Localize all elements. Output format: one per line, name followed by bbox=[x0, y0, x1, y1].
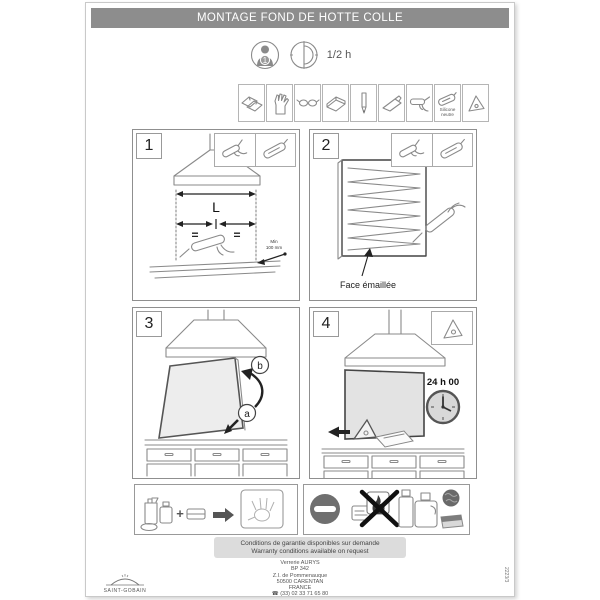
caulking-gun-icon bbox=[406, 84, 433, 122]
step-3-panel bbox=[132, 307, 300, 479]
flammable-product-crossed-icon bbox=[362, 492, 397, 525]
plus-sign: + bbox=[176, 506, 184, 521]
kitchen-cabinets-drawing bbox=[324, 456, 464, 478]
step-2-panel bbox=[309, 129, 477, 301]
step-4-tools bbox=[431, 311, 473, 345]
wiping-cloth-icon bbox=[241, 490, 283, 528]
saint-gobain-logo bbox=[94, 573, 156, 594]
address-line: Z.I. de Pommenauque bbox=[272, 572, 328, 579]
corner-smoother-mini-icon bbox=[432, 312, 472, 344]
step-1-tools bbox=[214, 133, 296, 167]
address-line: FRANCE bbox=[288, 585, 312, 592]
warranty-fr: Conditions de garantie disponibles sur demande bbox=[240, 539, 380, 547]
protective-glove-icon bbox=[266, 84, 293, 122]
scouring-sponge-icon bbox=[441, 515, 463, 528]
cleaning-products-drawing bbox=[135, 485, 295, 533]
phone-icon: ☎ bbox=[271, 591, 279, 598]
one-person-icon bbox=[249, 39, 281, 71]
caulking-gun-drawing bbox=[413, 203, 465, 242]
equal-mark-right: = bbox=[233, 228, 241, 242]
safety-glasses-icon bbox=[294, 84, 321, 122]
step-4-panel bbox=[309, 307, 477, 479]
step-2-tools bbox=[391, 133, 473, 167]
marker-a: a bbox=[244, 408, 250, 420]
no-entry-icon bbox=[310, 494, 340, 524]
silicone-label: Silicone neutre bbox=[439, 106, 456, 117]
address-line: 50500 CARENTAN bbox=[276, 578, 324, 585]
warranty-note bbox=[214, 537, 406, 558]
prohibited-products-box bbox=[303, 484, 470, 535]
equal-mark-left: = bbox=[191, 228, 199, 242]
caulking-gun-drawing bbox=[180, 234, 234, 257]
steel-wool-icon bbox=[443, 490, 460, 507]
curing-time-label: 24 h 00 bbox=[426, 377, 460, 388]
abrasive-pads-icon bbox=[238, 84, 265, 122]
address-line: Verrerie AURYS bbox=[280, 560, 320, 566]
document-reference: 2223/3 bbox=[503, 566, 509, 582]
smoothing-trowel-icon bbox=[378, 84, 405, 122]
marker-b: b bbox=[257, 360, 263, 372]
caulking-gun-mini-icon bbox=[392, 134, 432, 166]
half-hour-clock-icon bbox=[288, 39, 320, 71]
min-distance-line2: 100 mm bbox=[265, 245, 283, 250]
address-line: BP 342 bbox=[291, 566, 309, 573]
step-1-panel bbox=[132, 129, 300, 301]
corner-smoother-icon bbox=[462, 84, 489, 122]
header-indicators bbox=[86, 39, 514, 71]
bridge-arch-icon bbox=[103, 573, 147, 588]
kitchen-cabinets-drawing bbox=[147, 449, 287, 476]
step-3-number: 3 bbox=[136, 311, 162, 337]
instruction-sheet bbox=[85, 2, 515, 597]
pencil-icon bbox=[350, 84, 377, 122]
required-tools-row bbox=[238, 84, 489, 122]
length-label: L bbox=[212, 199, 220, 215]
brand-name: SAINT-GOBAIN bbox=[103, 588, 147, 594]
enamelled-face-caption: Face émaillée bbox=[339, 280, 397, 290]
step-4-number: 4 bbox=[313, 311, 339, 337]
workers-count: 1 bbox=[262, 55, 267, 65]
clock-drawing bbox=[427, 391, 459, 423]
silicone-tube-mini-icon bbox=[255, 134, 295, 166]
caulking-gun-mini-icon bbox=[215, 134, 255, 166]
duration-label: 1/2 h bbox=[326, 49, 352, 61]
warranty-en: Warranty conditions available on request bbox=[251, 547, 369, 555]
phone-number: (33) 02 33 71 65 80 bbox=[280, 591, 329, 598]
page-title: MONTAGE FOND DE HOTTE COLLE bbox=[91, 8, 509, 28]
step-2-number: 2 bbox=[313, 133, 339, 159]
prohibited-products-drawing bbox=[304, 485, 467, 533]
cleaning-instructions-box bbox=[134, 484, 298, 535]
silicone-tube-mini-icon bbox=[432, 134, 472, 166]
min-distance-line1: Min bbox=[270, 239, 278, 244]
silicone-cartridge-icon bbox=[434, 84, 461, 122]
step-1-number: 1 bbox=[136, 133, 162, 159]
sanding-block-icon bbox=[322, 84, 349, 122]
